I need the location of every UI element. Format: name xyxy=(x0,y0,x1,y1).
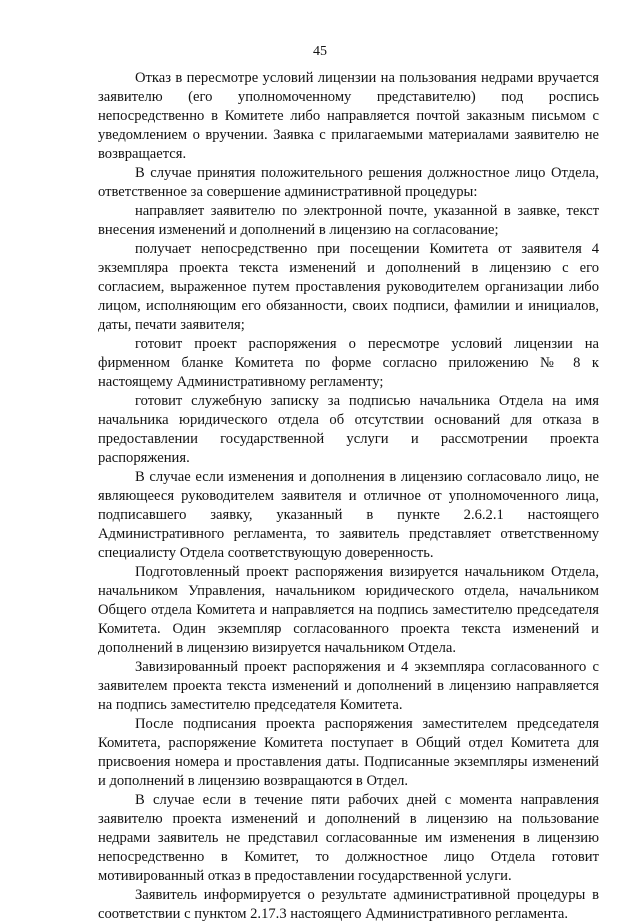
paragraph-sends-email: направляет заявителю по электронной почте, указанной в заявке, текст внесения изменений и дополнений в лицензию на согласование; xyxy=(98,203,599,238)
paragraph-after-signing: После подписания проекта распоряжения заместителем председателя Комитета, распоряжение Комитета поступает в Общий отдел Комитета для присвоения номера и проставления даты. Подписанные экземпляры изменений и дополнений в лицензию возвращаются в Отдел. xyxy=(98,716,599,789)
paragraph-refusal-delivery: Отказ в пересмотре условий лицензии на пользования недрами вручается заявителю (его уполномоченному представителю) под роспись непосредственно в Комитете либо направляется почтой заказным письмом с уведомлением о вручении. Заявка с прилагаемыми материалами заявителю не возвращается. xyxy=(98,70,599,162)
page-number: 45 xyxy=(313,44,327,59)
paragraph-prepares-order: готовит проект распоряжения о пересмотре условий лицензии на фирменном бланке Комитета по форме согласно приложению № 8 к настоящему Административному регламенту; xyxy=(98,336,599,390)
paragraph-endorsed-order: Завизированный проект распоряжения и 4 экземпляра согласованного с заявителем проекта текста изменений и дополнений в лицензию направляется на подпись заместителю председателя Комитета. xyxy=(98,659,599,713)
paragraph-prepares-memo: готовит служебную записку за подписью начальника Отдела на имя начальника юридического отдела об отсутствии оснований для отказа в предоставлении государственной услуги и рассмотрении проекта распоряжения. xyxy=(98,393,599,466)
document-body xyxy=(98,69,599,924)
paragraph-positive-decision: В случае принятия положительного решения должностное лицо Отдела, ответственное за совершение административной процедуры: xyxy=(98,165,599,200)
paragraph-applicant-informed: Заявитель информируется о результате административной процедуры в соответствии с пунктом 2.17.3 настоящего Административного регламента. xyxy=(98,887,599,922)
paragraph-five-days: В случае если в течение пяти рабочих дней с момента направления заявителю проекта изменений и дополнений в лицензию на пользование недрами заявитель не представил согласованные им изменения в лицензию непосредственно в Комитет, то должностное лицо Отдела готовит мотивированный отказ в предоставлении государственной услуги. xyxy=(98,792,599,884)
paragraph-receives-copies: получает непосредственно при посещении Комитета от заявителя 4 экземпляра проекта текста изменений и дополнений в лицензию с его согласием, выраженное путем проставления руководителем организации либо лицом, исполняющим его обязанности, своих подписи, фамилии и инициалов, даты, печати заявителя; xyxy=(98,241,599,333)
paragraph-order-endorsement: Подготовленный проект распоряжения визируется начальником Отдела, начальником Управления, начальником юридического отдела, начальником Общего отдела Комитета и направляется на подпись заместителю председателя Комитета. Один экземпляр согласованного проекта текста изменений и дополнений в лицензию визируется начальником Отдела. xyxy=(98,564,599,656)
paragraph-power-of-attorney: В случае если изменения и дополнения в лицензию согласовало лицо, не являющееся руководителем заявителя и отличное от уполномоченного лица, подписавшего заявку, указанный в пункте 2.6.2.1 настоящего Административного регламента, то заявитель представляет ответственному специалисту Отдела соответствующую доверенность. xyxy=(98,469,599,561)
